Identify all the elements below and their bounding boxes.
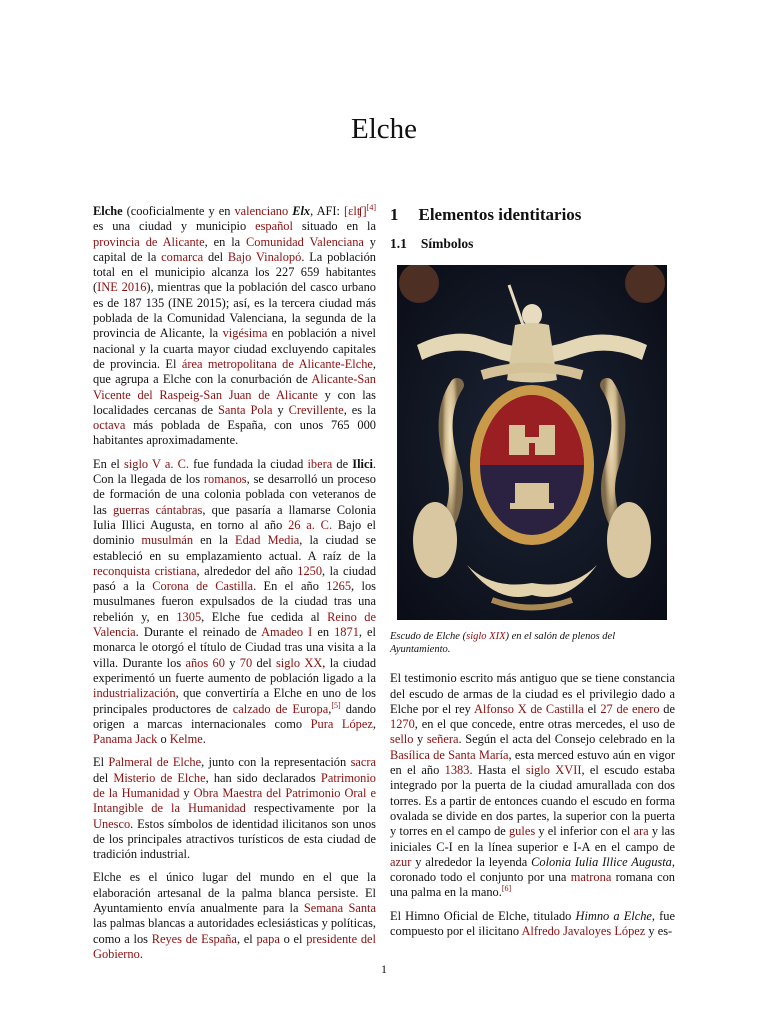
citation-link[interactable]: [4] <box>366 202 376 212</box>
wiki-link[interactable]: 1383 <box>444 763 470 778</box>
wiki-link[interactable]: área metropolitana de Alicante-Elche <box>181 356 373 371</box>
wiki-link[interactable]: romanos <box>203 472 247 487</box>
page-number: 1 <box>381 962 387 976</box>
text-run: del <box>252 655 276 670</box>
text-run: El <box>93 755 109 770</box>
wiki-link[interactable]: vigésima <box>222 326 268 341</box>
text-run: , AFI: <box>310 204 345 218</box>
wiki-link[interactable]: Obra Maestra del Patrimonio Oral e Intangible de la Humanidad <box>93 785 376 816</box>
wiki-link[interactable]: Crevillente <box>288 402 344 417</box>
left-column <box>93 204 376 970</box>
heritage-paragraph <box>93 755 376 862</box>
text-run: , Elche fue cedida al <box>201 609 328 624</box>
wiki-link[interactable]: 1305 <box>176 609 202 624</box>
text-run: , en la <box>204 234 247 249</box>
text-run: Bajo el dominio <box>93 517 376 548</box>
wiki-link[interactable]: siglo XX <box>275 655 323 670</box>
wiki-link[interactable]: comarca <box>161 249 204 264</box>
text-run: En el <box>93 456 125 471</box>
wiki-link[interactable]: presidente del Gobierno <box>93 931 376 961</box>
text-run: o el <box>279 931 307 946</box>
intro-paragraph <box>93 204 376 449</box>
text-run: , fue compuesto por el ilicitano <box>390 908 675 939</box>
text-run: . Durante el reinado de <box>135 625 262 640</box>
text-run: de <box>332 456 353 471</box>
wiki-link[interactable]: gules <box>508 824 536 839</box>
wiki-link[interactable]: [ɛlʧ] <box>344 204 367 218</box>
text-run: , alrededor del año <box>196 563 298 578</box>
section-title: Elementos identitarios <box>418 205 582 224</box>
wiki-link[interactable]: Basílica de Santa María <box>390 747 509 762</box>
wiki-link[interactable]: años 60 <box>185 655 225 670</box>
wiki-link[interactable]: Unesco <box>93 816 131 831</box>
wiki-link[interactable]: 1250 <box>297 563 323 578</box>
text-run: , el escudo estaba integrado por la puerta de la ciudad amurallada con dos torres. Es a partir de entonces cuando el escudo en forma ovalada se divide en dos partes, la superior con la puerta y torres en el campo de <box>390 763 675 839</box>
section-heading <box>390 204 675 226</box>
text-run: , que convertiría a Elche en uno de los principales productores de <box>93 686 376 716</box>
text-run: . En el año <box>253 579 327 594</box>
wiki-link[interactable]: Misterio de Elche <box>113 770 206 785</box>
text-run: las palmas blancas a autoridades eclesiásticas y políticas, como a los <box>93 916 376 946</box>
wiki-link[interactable]: español <box>255 219 293 234</box>
wiki-link[interactable]: matrona <box>570 870 612 885</box>
wiki-link[interactable]: INE 2016 <box>97 280 147 295</box>
anthem-paragraph <box>390 909 675 940</box>
wiki-link[interactable]: Kelme <box>169 732 203 747</box>
wiki-link[interactable]: provincia de Alicante <box>93 234 205 249</box>
text-run: y <box>413 732 427 747</box>
palm-paragraph <box>93 870 376 962</box>
wiki-link[interactable]: Palmeral de Elche <box>108 755 202 770</box>
wiki-link[interactable]: Corona de Castilla <box>152 579 254 594</box>
wiki-link[interactable]: siglo XVII <box>525 763 582 778</box>
text-run: , es la <box>343 402 377 417</box>
text-run: , que agrupa a Elche con la conurbación de <box>93 356 377 387</box>
text-run: en población a nivel nacional y la cuarta mayor ciudad excluyendo capitales de provincia. El <box>93 326 376 371</box>
text-run: . <box>139 946 143 961</box>
wiki-link[interactable]: 27 de enero <box>600 701 660 716</box>
text-run: , se desarrolló un proceso de formación de una colonia poblada con veteranos de las <box>93 472 376 517</box>
text-run: , que pasaría a llamarse Colonia Iulia Illici Augusta, en torno al año <box>93 502 376 532</box>
wiki-link[interactable]: reconquista cristiana <box>93 563 197 578</box>
text-run: es una ciudad y municipio <box>93 219 256 234</box>
wiki-link[interactable]: Alfonso X de Castilla <box>473 701 584 716</box>
text-run: , el <box>236 931 257 946</box>
wiki-link[interactable]: Reino de Valencia <box>93 609 376 640</box>
text-run: fue fundada la ciudad <box>189 456 308 471</box>
wiki-link[interactable]: calzado de Europa <box>232 701 329 716</box>
wiki-link[interactable]: señera <box>426 732 459 747</box>
text-run: romana con una palma en la mano. <box>390 870 675 900</box>
wiki-link[interactable]: azur <box>390 854 412 869</box>
text-run: del <box>93 770 114 785</box>
text-run: , la ciudad se estableció en su emplazamiento actual. A raíz de la <box>93 533 377 563</box>
text-run: El testimonio escrito más antiguo que se tiene constancia del escudo de armas de la ciudad es el privilegio dado a Elche por el rey <box>390 671 675 716</box>
text-run: el <box>583 701 601 716</box>
wiki-link[interactable]: Alicante-San Vicente del Raspeig-San Juan de Alicante <box>93 372 376 402</box>
wiki-link[interactable]: octava <box>93 418 126 433</box>
text-run: y alrededor la leyenda <box>411 854 532 869</box>
text-run: en <box>312 625 335 640</box>
text-run: (cooficialmente y en <box>122 204 235 218</box>
wiki-link[interactable]: Semana Santa <box>303 901 376 916</box>
text-run: Escudo de Elche ( <box>390 631 467 643</box>
text-run: , la ciudad pasó a la <box>93 563 377 594</box>
subsection-title: Símbolos <box>420 236 474 251</box>
wiki-link[interactable]: papa <box>256 931 280 946</box>
text-run: en la <box>193 533 236 548</box>
text-run: y es- <box>645 924 673 939</box>
wiki-link[interactable]: industrialización <box>93 686 176 701</box>
text-run: . <box>202 732 206 747</box>
text-run: , han sido declarados <box>205 770 321 785</box>
text-run: . Estos símbolos de identidad ilicitanos son unos de los principales atractivos turísticos de esta ciudad de tradición industrial. <box>93 816 376 862</box>
text-run: , la ciudad experimentó un fuerte aumento de población ligado a la <box>93 655 377 685</box>
text-run: de <box>659 701 676 716</box>
text-run: El Himno Oficial de Elche, titulado <box>390 908 576 923</box>
text-run: y <box>224 655 240 670</box>
right-column <box>390 204 675 947</box>
wiki-link[interactable]: sacra <box>350 755 377 770</box>
text-run: dando origen a marcas internacionales como <box>93 701 376 731</box>
wiki-link[interactable]: musulmán <box>141 533 194 548</box>
text-run: y con las localidades cercanas de <box>93 387 376 417</box>
text-run: . Según el acta del Consejo celebrado en la <box>458 732 676 747</box>
text-run: y las iniciales C-I en la línea superior e I-A en el campo de <box>390 824 675 854</box>
figure-caption <box>390 630 675 656</box>
text-run: ), mientras que la población del casco urbano es de 187 135 (INE 2015); así, es la tercera ciudad más poblada de la Comunidad Valenciana, la segunda de la provincia de Alicante, la <box>93 280 376 341</box>
text-run: y el inferior con el <box>535 824 634 839</box>
text-run: . Hasta el <box>469 763 526 778</box>
text-run: ) en el salón de plenos del Ayuntamiento. <box>390 631 616 656</box>
text-run: Ilici <box>352 456 373 471</box>
wiki-link[interactable]: Santa Pola <box>217 402 273 417</box>
coat-of-arms-image <box>397 265 667 620</box>
coat-of-arms-illustration <box>397 265 667 620</box>
subsection-number: 1.1 <box>390 236 407 251</box>
text-run: , el monarca le otorgó el título de Ciudad tras una visita a la villa. Durante los <box>93 625 376 670</box>
text-run: , esta merced estuvo aún en vigor en el año <box>390 747 676 778</box>
wiki-link[interactable]: 70 <box>239 655 253 670</box>
wiki-link[interactable]: valenciano <box>234 204 289 218</box>
wiki-link[interactable]: Reyes de España <box>151 931 237 946</box>
subsection-heading <box>390 236 675 251</box>
text-run: y capital de la <box>93 234 377 264</box>
shield-history-paragraph <box>390 671 675 900</box>
wiki-link[interactable]: Patrimonio de la Humanidad <box>93 770 376 800</box>
wiki-link[interactable]: 1265 <box>326 579 352 594</box>
text-run: Elche es el único lugar del mundo en el que la elaboración artesanal de la palma blanca persiste. El Ayuntamiento envía anualmente para la <box>93 870 376 916</box>
wiki-link[interactable]: Edad Media <box>235 533 300 548</box>
text-run: , junto con la representación <box>201 755 351 770</box>
wiki-link[interactable]: siglo XIX <box>466 631 506 643</box>
section-number: 1 <box>390 205 399 224</box>
wiki-link[interactable]: Bajo Vinalopó <box>227 249 302 264</box>
wiki-link[interactable]: guerras cántabras <box>112 502 203 517</box>
text-run: más poblada de España, con unos 765 000 habitantes aproximadamente. <box>93 418 376 448</box>
page-title: Elche <box>350 113 417 145</box>
text-run: . Con la llegada de los <box>93 456 377 487</box>
text-run: Colonia Iulia Illice Augusta <box>531 854 672 869</box>
text-run: Elche <box>93 204 123 218</box>
text-run: , <box>328 701 332 716</box>
text-run: Himno a Elche <box>575 908 652 923</box>
history-paragraph <box>93 457 376 748</box>
wiki-link[interactable]: sello <box>390 732 414 747</box>
text-run: . La población total en el municipio alcanza los 227 659 habitantes ( <box>93 249 376 295</box>
text-run: del <box>203 249 228 264</box>
text-run: situado en la <box>292 219 376 234</box>
text-run: respectivamente por la <box>245 801 376 816</box>
wiki-link[interactable]: 1270 <box>390 717 415 732</box>
wiki-link[interactable]: Alfredo Javaloyes López <box>521 924 646 939</box>
text-run: , en el que concede, entre otras mercedes, el uso de <box>414 717 675 732</box>
text-run: , <box>372 716 376 731</box>
wiki-link[interactable]: Panama Jack <box>93 732 158 747</box>
text-run: , coronado todo el conjunto por una <box>390 854 675 885</box>
citation-link[interactable]: [6] <box>501 884 512 894</box>
wiki-link[interactable]: Pura López <box>310 716 373 731</box>
citation-link[interactable]: [5] <box>331 700 341 710</box>
wiki-link[interactable]: ibera <box>307 456 333 471</box>
text-run: Elx <box>292 204 311 218</box>
wiki-link[interactable]: Amadeo I <box>261 625 313 640</box>
wiki-link[interactable]: Comunidad Valenciana <box>246 234 364 249</box>
text-run: o <box>157 732 170 747</box>
text-run: y <box>179 785 194 800</box>
text-run: , los musulmanes fueron expulsados de la ciudad tras una rebelión y, en <box>93 579 376 624</box>
wiki-link[interactable]: 1871 <box>334 625 359 640</box>
wiki-link[interactable]: 26 a. C. <box>288 517 333 532</box>
wiki-link[interactable]: siglo V a. C. <box>124 456 190 471</box>
text-run: y <box>272 402 289 417</box>
wiki-link[interactable]: ara <box>633 824 649 839</box>
